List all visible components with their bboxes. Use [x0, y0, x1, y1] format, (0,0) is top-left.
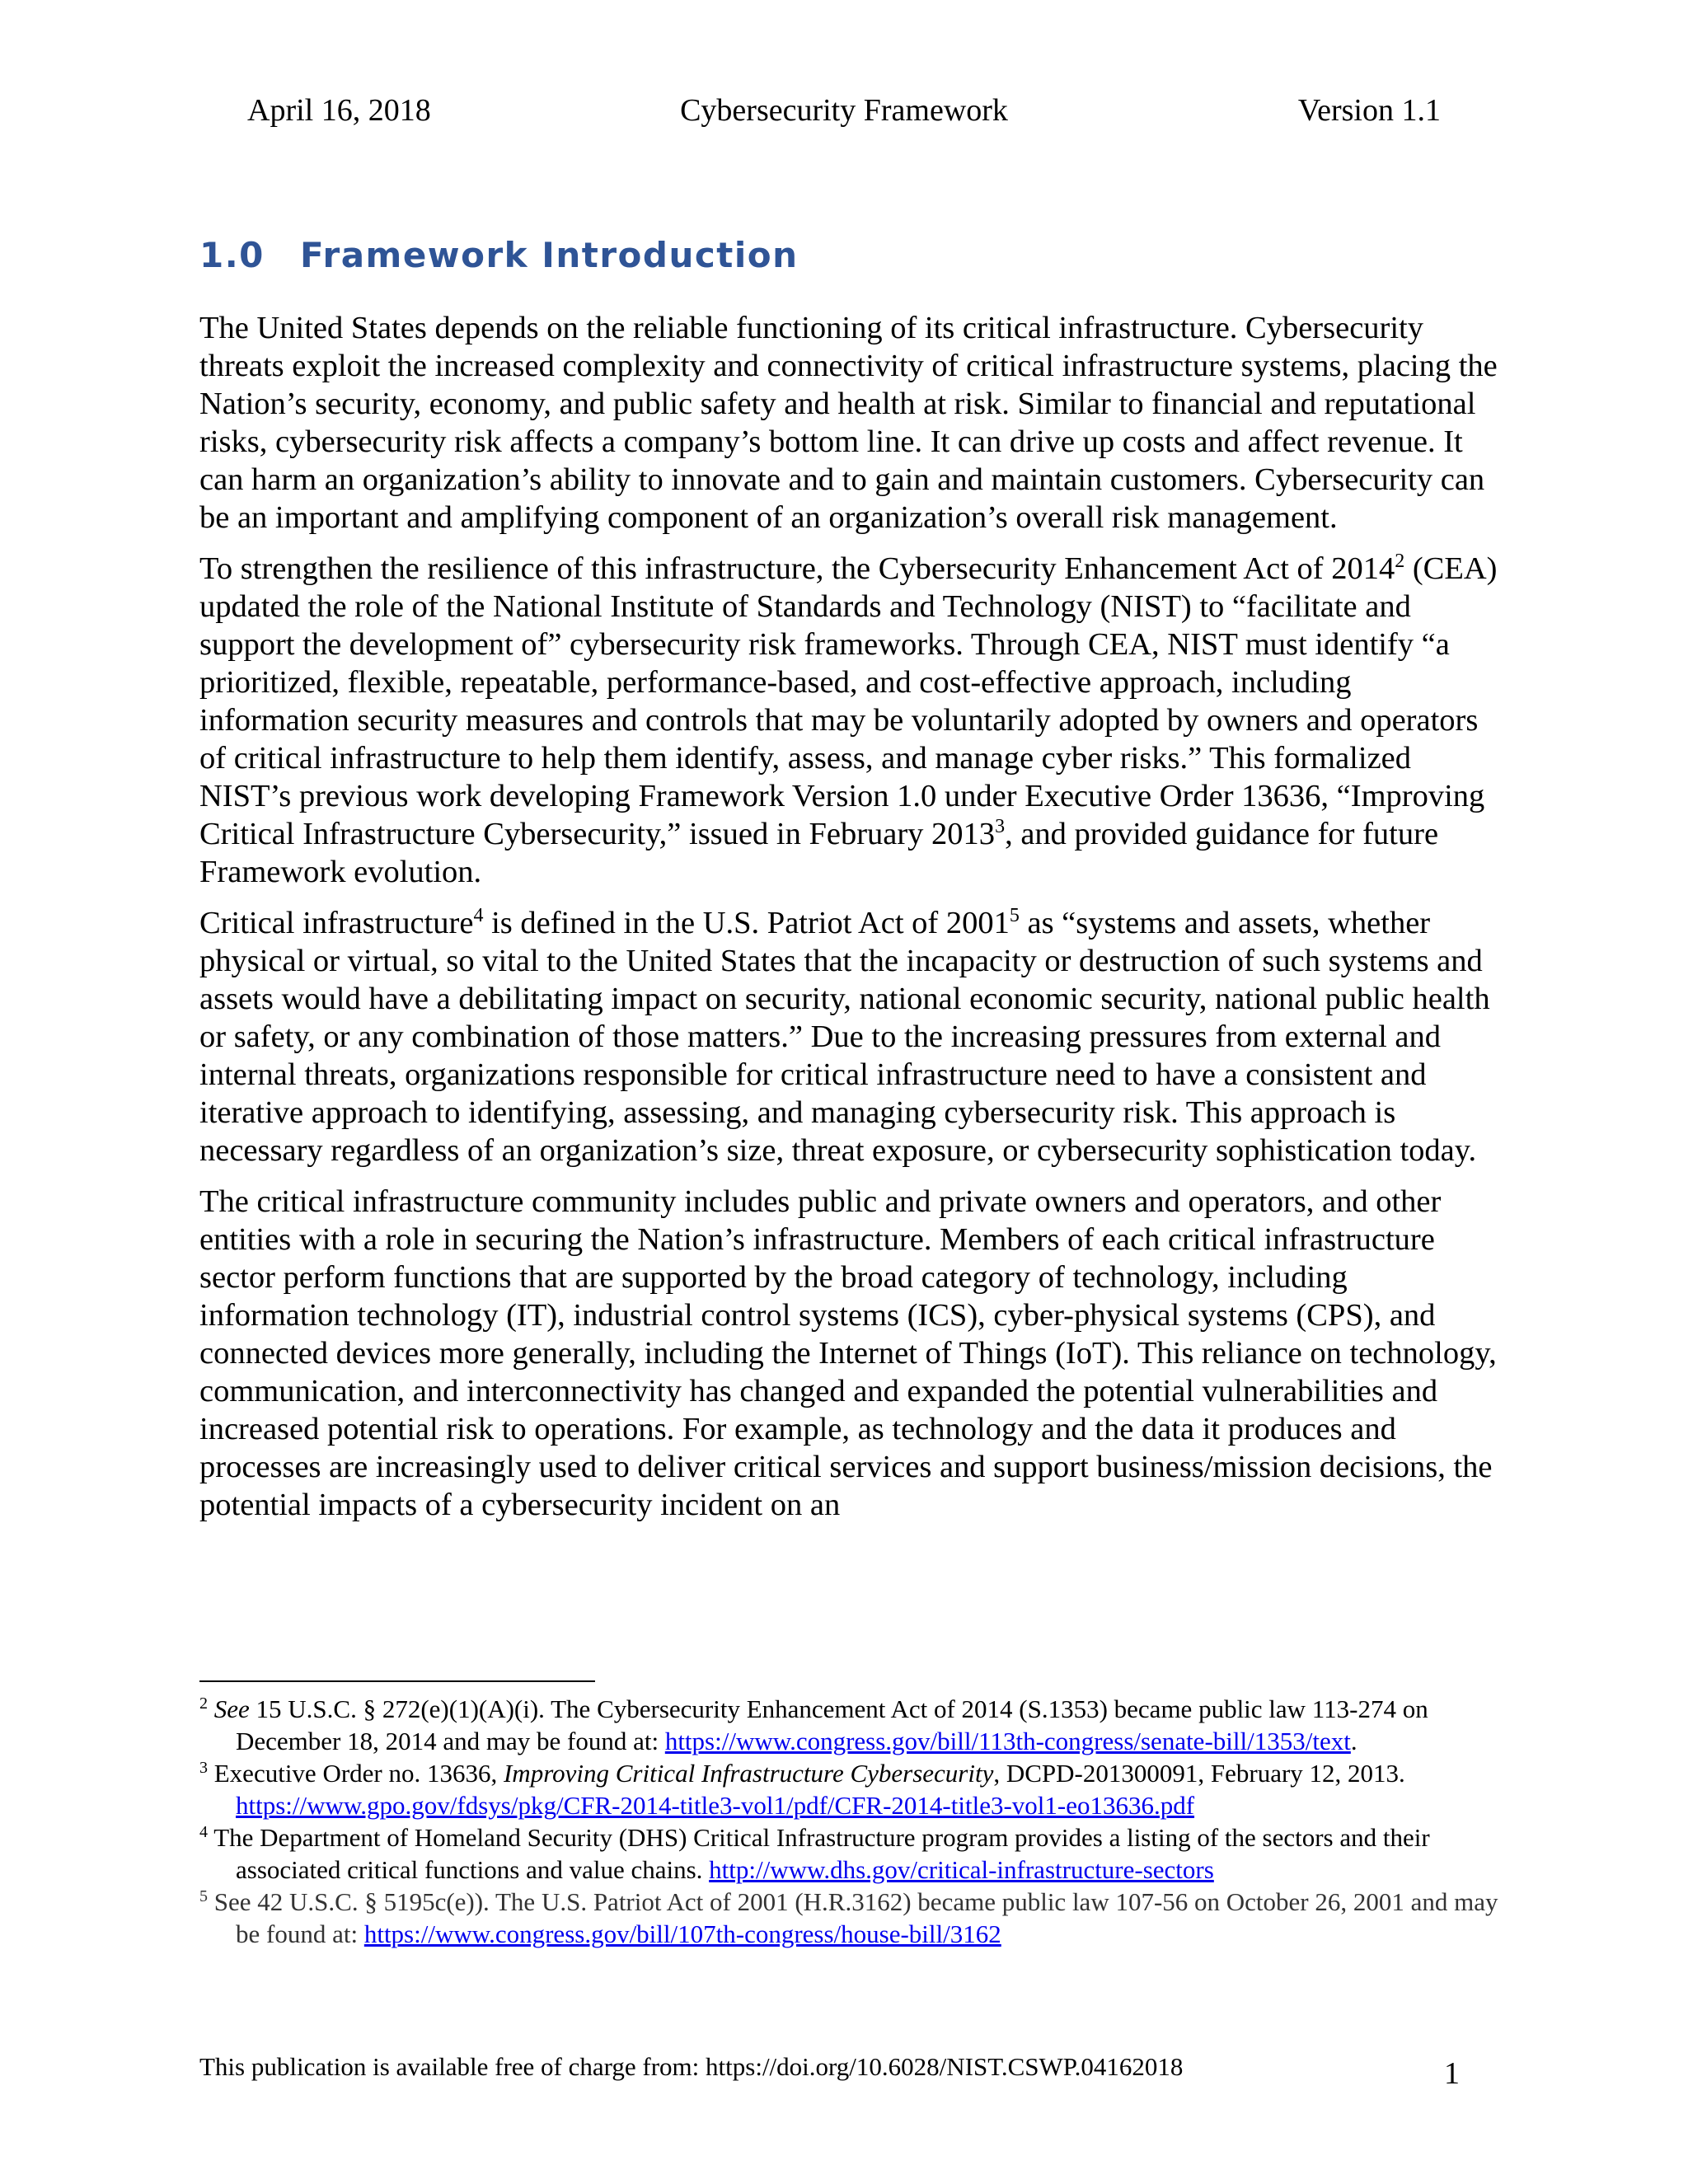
paragraph-4: The critical infrastructure community includes public and private owners and operators, and other entities with a role in securing the Nation’s infrastructure. Members of each critical infrastructure sector perform functions that are supported by the broad category of technology, including information technology (IT), industrial control systems (ICS), cyber-physical systems (CPS), and connected devices more generally, including the Internet of Things (IoT). This reliance on technology, communication, and interconnectivity has changed and expanded the potential vulnerabilities and increased potential risk to operations. For example, as technology and the data it produces and processes are increasingly used to deliver critical services and support business/mission decisions, the potential impacts of a cybersecurity incident on an — [199, 1184, 1497, 1522]
paragraph-3-part-b: is defined in the U.S. Patriot Act of 2001 — [483, 906, 1010, 940]
footnote-3-text-a: Executive Order no. 13636, — [208, 1759, 504, 1788]
footnote-5-number: 5 — [199, 1887, 208, 1905]
paragraph-2-part-b: (CEA) updated the role of the National Institute of Standards and Technology (NIST) to “facilitate and support the development of” cybersecurity risk frameworks. Through CEA, NIST must identify “a prioritized, flexible, repeatable, performance-based, and cost-effective approach, including information security measures and controls that may be voluntarily adopted by owners and operators of critical infrastructure to help them identify, assess, and manage cyber risks.” This formalized NIST’s previous work developing Framework Version 1.0 under Executive Order 13636, “Improving Critical Infrastructure Cybersecurity,” issued in February 2013 — [199, 551, 1498, 851]
header-title: Cybersecurity Framework — [680, 93, 1008, 128]
footnotes — [199, 1693, 1502, 1950]
paragraph-3 — [199, 904, 1502, 1169]
footnote-4-number: 4 — [199, 1823, 208, 1841]
page-number: 1 — [1444, 2056, 1460, 2091]
footnote-ref-3[interactable]: 3 — [995, 816, 1006, 837]
footnote-2-see: See — [213, 1694, 250, 1723]
footer-availability: This publication is available free of charge from: https://doi.org/10.6028/NIST.CSWP.04162018 — [199, 2052, 1184, 2081]
footnote-2-number: 2 — [199, 1694, 208, 1713]
paragraph-2 — [199, 550, 1502, 891]
section-title: Framework Introduction — [300, 235, 799, 275]
footnote-3-title: Improving Critical Infrastructure Cybersecurity — [503, 1759, 994, 1788]
section-heading — [199, 235, 799, 275]
header-date: April 16, 2018 — [247, 93, 431, 128]
paragraph-3-part-a: Critical infrastructure — [199, 906, 474, 940]
footnote-ref-2[interactable]: 2 — [1395, 551, 1405, 572]
paragraph-1: The United States depends on the reliable functioning of its critical infrastructure. Cybersecurity threats exploit the increased complexity and connectivity of critical infrastructure systems, placing the Nation’s security, economy, and public safety and health at risk. Similar to financial and reputational risks, cybersecurity risk affects a company’s bottom line. It can drive up costs and affect revenue. It can harm an organization’s ability to innovate and to gain and maintain customers. Cybersecurity can be an important and amplifying component of an organization’s overall risk management. — [199, 311, 1498, 535]
body-text — [199, 309, 1502, 1537]
footnote-4 — [199, 1821, 1502, 1886]
paragraph-2-part-a: To strengthen the resilience of this infrastructure, the Cybersecurity Enhancement Act of 2014 — [199, 551, 1395, 586]
footnote-2 — [199, 1693, 1502, 1757]
section-number: 1.0 — [199, 235, 265, 275]
footnote-4-text: The Department of Homeland Security (DHS) Critical Infrastructure program provides a listing of the sectors and their associated critical functions and value chains. — [208, 1823, 1430, 1884]
header-version: Version 1.1 — [1297, 93, 1441, 128]
footnote-3-link[interactable]: https://www.gpo.gov/fdsys/pkg/CFR-2014-title3-vol1/pdf/CFR-2014-title3-vol1-eo13636.pdf — [236, 1791, 1195, 1820]
footnote-2-link[interactable]: https://www.congress.gov/bill/113th-congress/senate-bill/1353/text — [664, 1727, 1351, 1755]
footnote-2-end: . — [1350, 1727, 1357, 1755]
footnote-separator — [199, 1680, 595, 1682]
footnote-4-link[interactable]: http://www.dhs.gov/critical-infrastructure-sectors — [709, 1855, 1214, 1884]
footnote-5 — [199, 1886, 1502, 1950]
footnote-3-number: 3 — [199, 1759, 208, 1777]
footnote-ref-4[interactable]: 4 — [473, 905, 484, 926]
footnote-5-link[interactable]: https://www.congress.gov/bill/107th-congress/house-bill/3162 — [363, 1919, 1001, 1948]
footnote-3-text-b: , DCPD-201300091, February 12, 2013. — [993, 1759, 1405, 1788]
footnote-3 — [199, 1757, 1502, 1821]
footnote-2-text: 15 U.S.C. § 272(e)(1)(A)(i). The Cybersecurity Enhancement Act of 2014 (S.1353) became public law 113-274 on December 18, 2014 and may be found at: — [236, 1694, 1428, 1755]
footnote-ref-5[interactable]: 5 — [1009, 905, 1020, 926]
footnote-5-text: See 42 U.S.C. § 5195c(e)). The U.S. Patriot Act of 2001 (H.R.3162) became public law 107-56 on October 26, 2001 and may be found at: — [208, 1887, 1498, 1948]
paragraph-2-part-c: , and provided guidance for future Framework evolution. — [199, 817, 1439, 889]
paragraph-3-part-c: as “systems and assets, whether physical or virtual, so vital to the United States that the incapacity or destruction of such systems and assets would have a debilitating impact on security, national economic security, national public health or safety, or any combination of those matters.” Due to the increasing pressures from external and internal threats, organizations responsible for critical infrastructure need to have a consistent and iterative approach to identifying, assessing, and managing cybersecurity risk. This approach is necessary regardless of an organization’s size, threat exposure, or cybersecurity sophistication today. — [199, 906, 1490, 1168]
